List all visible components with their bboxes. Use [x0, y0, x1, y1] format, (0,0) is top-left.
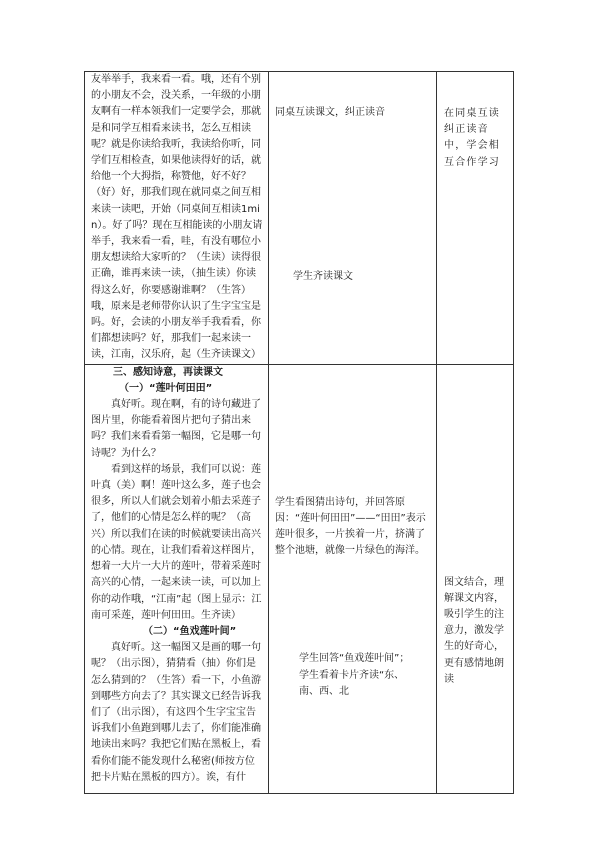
section-heading: 三、感知诗意，再读课文	[113, 366, 223, 378]
student-activity-text: 学生回答“鱼戏莲叶间”；学生看着卡片齐读“东、南、西、北	[299, 653, 410, 697]
student-activity-text: 学生齐读课文	[293, 271, 353, 283]
subsection-heading: （二）“鱼戏莲叶间”	[143, 625, 237, 637]
student-activity-text: 学生看图猜出诗句，并回答原因：“莲叶何田田”——“田田”表示莲叶很多，一片挨着一片，挤满了整个池塘，就像一片绿色的海洋。	[275, 496, 426, 557]
teacher-activity-cell	[85, 72, 269, 365]
table-row	[85, 364, 514, 793]
design-intent-cell	[437, 364, 514, 793]
paragraph: 真好听。这一幅图又是画的哪一句呢？（出示图），猜猜看（抽）你们是怎么猜到的？（生答）看一下，小鱼游到哪些方向去了？其实课文已经告诉我们了（出示图），有这四个生字宝宝告诉我们小鱼跑到哪儿去了，你们能准确地读出来吗？我把它们贴在黑板上，看看你们能不能发现什么秘密(师按方位把卡片贴在黑板的四方）。诶，有什	[91, 642, 261, 783]
subsection-heading: （一）“莲叶何田田”	[119, 382, 213, 394]
design-intent-text: 在同桌互读纠正读音中，学会相互合作学习	[444, 108, 500, 168]
paragraph: 看到这样的场景，我们可以说：莲叶真（美）啊！莲叶这么多，莲子也会很多，所以人们就会划着小船去采莲子了，他们的心情是怎么样的呢？（高兴）所以我们在读的时候就要读出高兴的心情。现在，让我们看着这样图片，想着一大片一大片的莲叶，带着采莲时高兴的心情，一起来读一读，可以加上你的动作哦，“江南”起（图上显示：江南可采莲，莲叶何田田。生齐读）	[91, 463, 262, 621]
design-intent-cell	[437, 72, 514, 365]
table-row	[85, 72, 514, 365]
teacher-activity-cell	[85, 364, 269, 793]
student-activity-text: 同桌互读课文，纠正读音	[275, 107, 385, 118]
student-activity-cell	[269, 72, 437, 365]
lesson-plan-table	[84, 71, 514, 794]
paragraph: 真好听。现在啊，有的诗句藏进了图片里，你能看着图片把句子猜出来吗？我们来看看第一幅图，它是哪一句诗呢？为什么？	[91, 399, 261, 459]
teacher-activity-text: 友举举手，我来看一看。哦，还有个别的小朋友不会，没关系，一年级的小朋友啊有一样本领我们一定要学会，那就是和同学互相看来读书，怎么互相读呢？就是你读给我听，我读给你听，同学们互相检查，如果他读得好的话，就给他一个大拇指，称赞他，好不好？（好）好，那我们现在就同桌之间互相来读一读吧，开始（同桌间互相读1min）。好了吗？现在互相能读的小朋友请举手，我来看一看，哇，有没有哪位小朋友想读给大家听的？（生读）读得很正确，谁再来读一读，（抽生读）你读得这么好，你要感谢谁啊？（生答）哦，原来是老师带你认识了生字宝宝是吗。好，会读的小朋友举手我看看，你们都想读吗？好，那我们一起来读一读，江南，汉乐府，起（生齐读课文）	[91, 74, 263, 361]
student-activity-cell	[269, 364, 437, 793]
design-intent-text: 图文结合，理解课文内容，吸引学生的注意力，激发学生的好奇心，更有感情地朗读	[444, 576, 504, 685]
